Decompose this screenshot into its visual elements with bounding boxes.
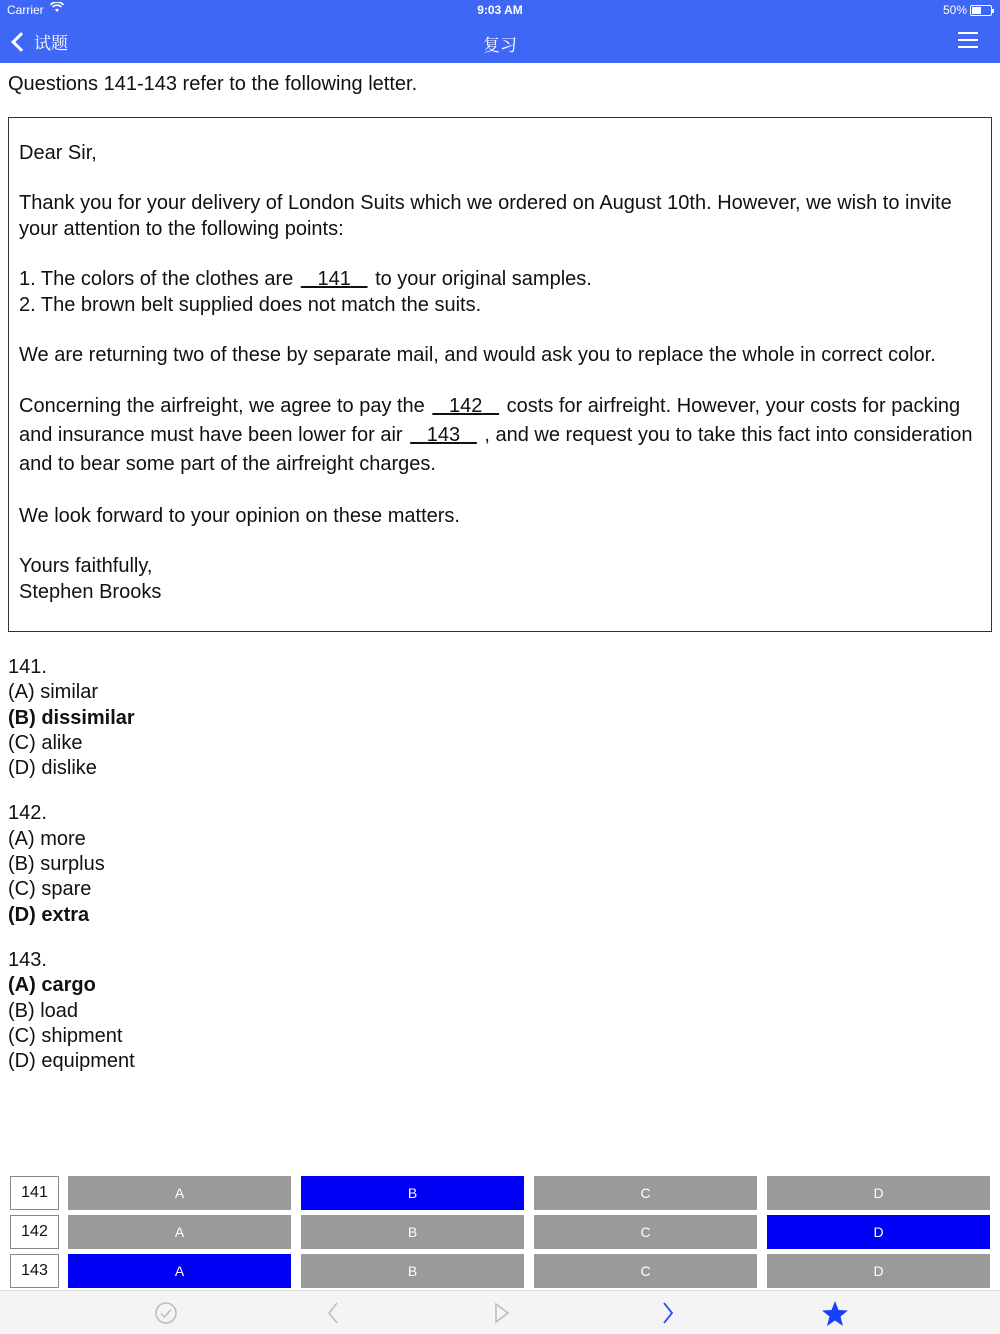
letter-greeting: Dear Sir, bbox=[19, 142, 97, 164]
blank-141: 141 bbox=[317, 268, 351, 290]
option-d-correct: (D) extra bbox=[8, 903, 90, 926]
answer-grid bbox=[10, 1175, 990, 1292]
answer-choice-b[interactable]: B bbox=[301, 1254, 524, 1288]
letter-passage bbox=[8, 117, 992, 632]
answer-choice-c[interactable]: C bbox=[534, 1254, 757, 1288]
option-a: (A) similar bbox=[8, 681, 98, 704]
option-c: (C) alike bbox=[8, 731, 83, 754]
answer-choice-a[interactable]: A bbox=[68, 1176, 291, 1210]
answer-choice-a[interactable]: A bbox=[68, 1215, 291, 1249]
clock: 9:03 AM bbox=[477, 3, 523, 17]
answer-choice-b[interactable]: B bbox=[301, 1176, 524, 1210]
answer-row-142 bbox=[10, 1214, 990, 1249]
bottom-toolbar bbox=[0, 1290, 1000, 1334]
question-143 bbox=[8, 948, 135, 1074]
page-title: 复习 bbox=[483, 36, 517, 55]
point-1-after: to your original samples. bbox=[369, 268, 592, 290]
option-a: (A) more bbox=[8, 827, 86, 850]
question-number: 143. bbox=[8, 948, 47, 971]
play-icon[interactable] bbox=[487, 1299, 515, 1327]
option-b-correct: (B) dissimilar bbox=[8, 706, 135, 729]
battery-percent: 50% bbox=[942, 3, 967, 17]
question-number: 141. bbox=[8, 656, 47, 678]
star-icon[interactable] bbox=[820, 1299, 848, 1327]
question-number: 142. bbox=[8, 802, 47, 825]
answer-choice-c[interactable]: C bbox=[534, 1215, 757, 1249]
letter-points bbox=[19, 266, 981, 318]
answer-choice-d[interactable]: D bbox=[767, 1215, 990, 1249]
point-1-before: 1. The colors of the clothes are bbox=[19, 268, 299, 290]
chevron-right-icon[interactable] bbox=[654, 1299, 682, 1327]
answer-row-143 bbox=[10, 1253, 990, 1288]
letter-paragraph-3: Concerning the airfreight, we agree to pay the 142 costs for airfreight. However, your costs for packing and insurance must have been lower for air 143 , and we request you to take this fact into consideration and to bear some part of the airfreight charges. bbox=[19, 392, 981, 479]
nav-bar bbox=[0, 20, 1000, 63]
option-c: (C) spare bbox=[8, 878, 92, 901]
chevron-left-icon[interactable] bbox=[320, 1299, 348, 1327]
answer-row-number: 141 bbox=[10, 1176, 59, 1210]
blank-142: 142 bbox=[449, 395, 483, 417]
answer-choice-a[interactable]: A bbox=[68, 1254, 291, 1288]
answer-choice-b[interactable]: B bbox=[301, 1215, 524, 1249]
option-d: (D) dislike bbox=[8, 757, 97, 780]
option-a-correct: (A) cargo bbox=[8, 974, 96, 997]
carrier-label: Carrier bbox=[7, 3, 44, 17]
header bbox=[0, 0, 1000, 63]
answer-choice-d[interactable]: D bbox=[767, 1254, 990, 1288]
answer-row-number: 143 bbox=[10, 1254, 59, 1288]
letter-signature: Stephen Brooks bbox=[19, 581, 162, 603]
option-b: (B) surplus bbox=[8, 853, 105, 876]
option-c: (C) shipment bbox=[8, 1024, 123, 1047]
check-circle-icon[interactable] bbox=[152, 1299, 180, 1327]
letter-paragraph-1: Thank you for your delivery of London Suits which we ordered on August 10th. However, we wish to invite your attention to the following points: bbox=[19, 192, 952, 240]
battery-icon bbox=[970, 5, 992, 16]
back-label: 试题 bbox=[34, 34, 68, 53]
answer-choice-d[interactable]: D bbox=[767, 1176, 990, 1210]
question-141 bbox=[8, 655, 135, 781]
letter-paragraph-2: We are returning two of these by separate mail, and would ask you to replace the whole in correct color. bbox=[19, 344, 936, 366]
blank-143: 143 bbox=[426, 424, 461, 446]
letter-signoff bbox=[19, 553, 981, 605]
option-d: (D) equipment bbox=[8, 1050, 135, 1073]
point-2: 2. The brown belt supplied does not match the suits. bbox=[19, 294, 482, 316]
letter-closing: Yours faithfully, bbox=[19, 555, 153, 577]
status-bar bbox=[0, 0, 1000, 20]
menu-icon[interactable] bbox=[958, 32, 978, 50]
answer-row-141 bbox=[10, 1175, 990, 1210]
letter-paragraph-4: We look forward to your opinion on these matters. bbox=[19, 505, 460, 527]
questions-list bbox=[8, 655, 135, 1094]
answer-row-number: 142 bbox=[10, 1215, 59, 1249]
option-b: (B) load bbox=[8, 999, 79, 1022]
answer-choice-c[interactable]: C bbox=[534, 1176, 757, 1210]
question-intro: Questions 141-143 refer to the following letter. bbox=[8, 73, 418, 95]
question-142 bbox=[8, 801, 135, 927]
